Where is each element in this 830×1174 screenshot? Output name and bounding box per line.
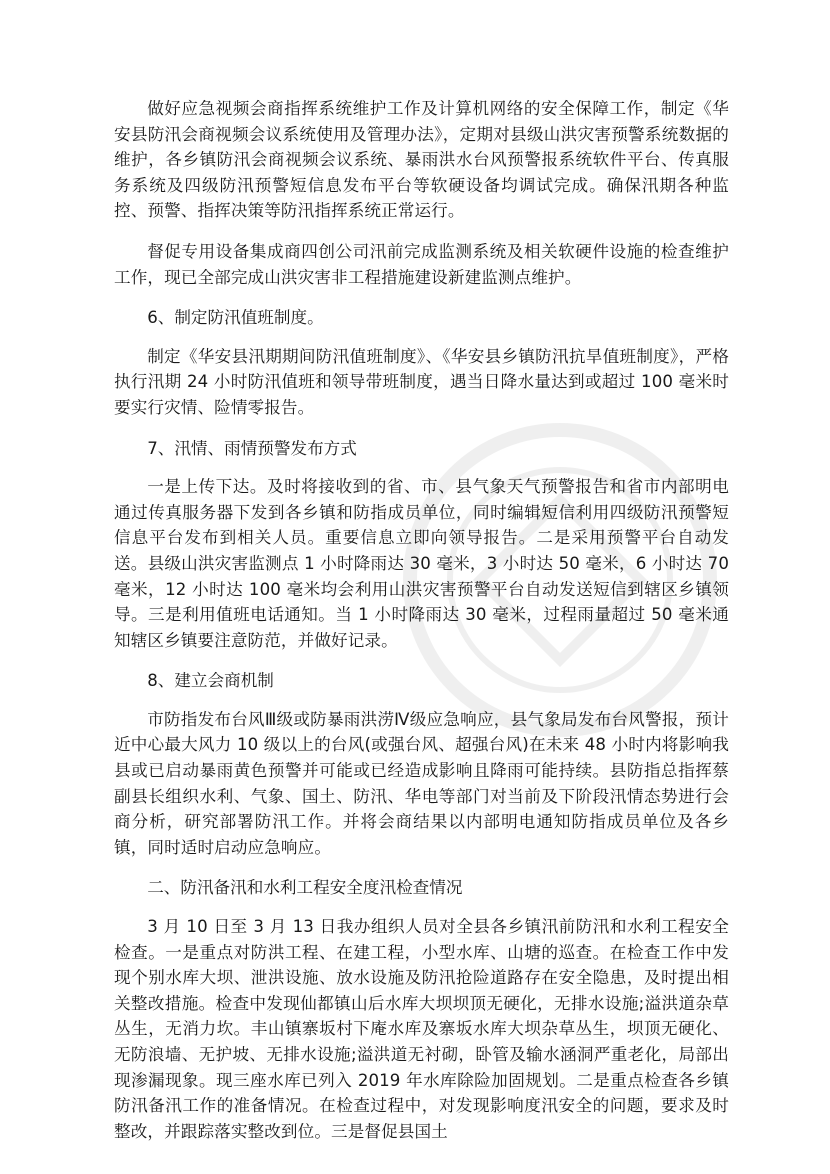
document-body xyxy=(114,96,729,1159)
section-heading-inspection: 二、防汛备汛和水利工程安全度汛检查情况 xyxy=(147,878,463,898)
paragraph-consultation: 市防指发布台风Ⅲ级或防暴雨洪涝Ⅳ级应急响应，县气象局发布台风警报，预计近中心最大风力 10 级以上的台风(或强台风、超强台风)在未来 48 小时内将影响我县或已启动暴雨黄色预警并可能或已经造成影响且降雨可能持续。县防指总指挥蔡副县长组织水利、气象、国土、防汛、华电等部门对当前及下阶段汛情态势进行会商分析，研究部署防汛工作。并将会商结果以内部明电通知防指成员单位及各乡镇，同时适时启动应急响应。 xyxy=(114,709,729,857)
paragraph-duty-system: 制定《华安县汛期期间防汛值班制度》、《华安县乡镇防汛抗旱值班制度》，严格执行汛期 24 小时防汛值班和领导带班制度，遇当日降水量达到或超过 100 毫米时要实行灾情、险情零报告。 xyxy=(114,346,729,417)
section-heading-consultation: 8、建立会商机制 xyxy=(147,671,274,691)
paragraph-warning-release: 一是上传下达。及时将接收到的省、市、县气象天气预警报告和省市内部明电通过传真服务器下发到各乡镇和防指成员单位，同时编辑短信利用四级防汛预警短信息平台发布到相关人员。重要信息立即向领导报告。二是采用预警平台自动发送。县级山洪灾害监测点 1 小时降雨达 30 毫米，3 小时达 50 毫米，6 小时达 70 毫米，12 小时达 100 毫米均会利用山洪灾害预警平台自动发送短信到辖区乡镇领导。三是利用值班电话通知。当 1 小时降雨达 30 毫米，过程雨量超过 50 毫米通知辖区乡镇要注意防范，并做好记录。 xyxy=(114,477,729,650)
paragraph-inspection: 3 月 10 日至 3 月 13 日我办组织人员对全县各乡镇汛前防汛和水利工程安全检查。一是重点对防洪工程、在建工程，小型水库、山塘的巡查。在检查工作中发现个别水库大坝、泄洪设施、放水设施及防汛抢险道路存在安全隐患，及时提出相关整改措施。检查中发现仙都镇山后水库大坝坝顶无硬化，无排水设施;溢洪道杂草丛生，无消力坎。丰山镇寨坂村下庵水库及寨坂水库大坝杂草丛生，坝顶无硬化、无防浪墙、无护坡、无排水设施;溢洪道无衬砌，卧管及输水涵洞严重老化，局部出现渗漏现象。现三座水库已列入 2019 年水库除险加固规划。二是重点检查各乡镇防汛备汛工作的准备情况。在检查过程中，对发现影响度汛安全的问题，要求及时整改，并跟踪落实整改到位。三是督促县国土 xyxy=(114,917,729,1141)
paragraph-equipment-maintenance: 督促专用设备集成商四创公司汛前完成监测系统及相关软硬件设施的检查维护工作，现已全部完成山洪灾害非工程措施建设新建监测点维护。 xyxy=(114,241,729,287)
section-heading-duty-system: 6、制定防汛值班制度。 xyxy=(147,308,324,328)
paragraph-video-system: 做好应急视频会商指挥系统维护工作及计算机网络的安全保障工作，制定《华安县防汛会商视频会议系统使用及管理办法》，定期对县级山洪灾害预警系统数据的维护，各乡镇防汛会商视频会议系统、暴雨洪水台风预警报系统软件平台、传真服务系统及四级防汛预警短信息发布平台等软硬设备均调试完成。确保汛期各种监控、预警、指挥决策等防汛指挥系统正常运行。 xyxy=(114,99,729,221)
section-heading-warning-release: 7、汛情、雨情预警发布方式 xyxy=(147,438,357,458)
